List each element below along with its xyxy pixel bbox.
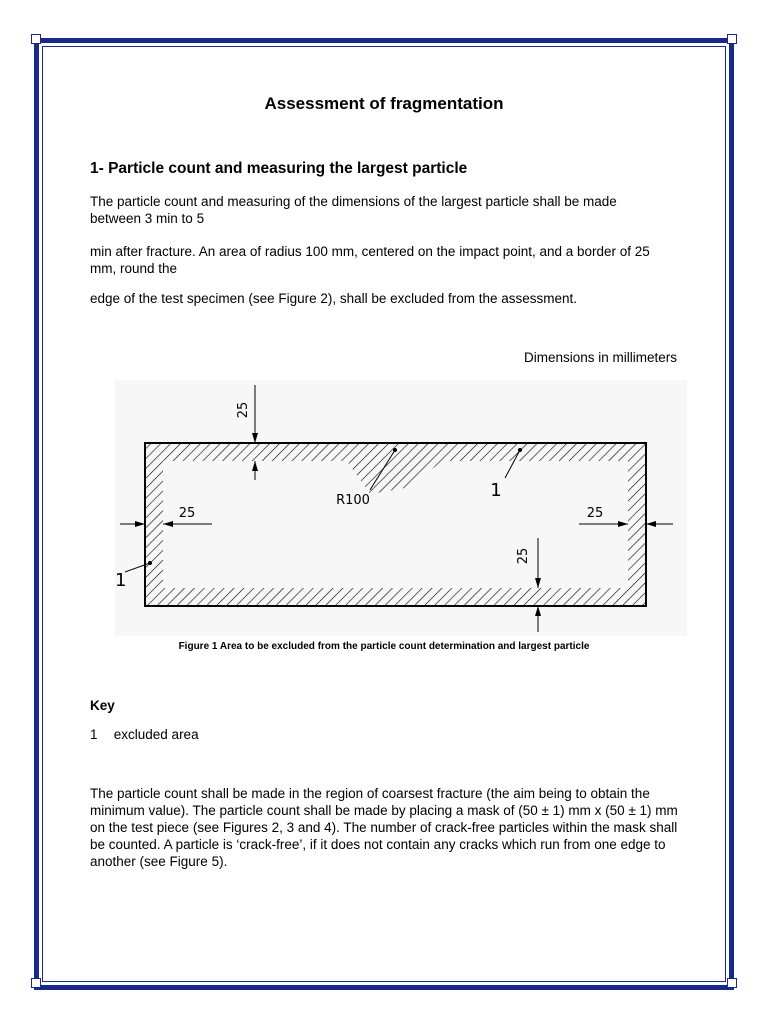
- paragraph-1-line-a: The particle count and measuring of the dimensions of the largest particle shall be made between 3 min to 5: [90, 194, 617, 226]
- dim-bottom-25: 25: [516, 547, 531, 565]
- key-heading: Key: [90, 698, 115, 713]
- key-callout-1-top: 1: [490, 480, 502, 501]
- dimensions-note: Dimensions in millimeters: [523, 350, 677, 365]
- border-corner-bottom-right: [727, 978, 737, 988]
- paragraph-1-line-c: edge of the test specimen (see Figure 2), shall be excluded from the assessment.: [90, 291, 578, 306]
- key-callout-1-left: 1: [115, 570, 127, 591]
- dim-top-25: 25: [236, 401, 251, 419]
- key-item-number: 1: [90, 727, 98, 742]
- section-heading: 1- Particle count and measuring the largest particle: [90, 160, 468, 177]
- figure-caption: Figure 1 Area to be excluded from the particle count determination and largest particle: [178, 641, 590, 652]
- border-corner-bottom-left: [31, 978, 41, 988]
- key-item-text: excluded area: [113, 727, 199, 742]
- paragraph-2: The particle count shall be made in the region of coarsest fracture (the aim being to obtain the minimum value). The particle count shall be made by placing a mask of (50 ± 1) mm x (50 ± 1) mm on the test piece (see Figures 2, 3 and 4). The number of crack-free particles within the mask shall be counted. A particle is ‘crack-free’, if it does not contain any cracks which run from one edge to another (see Figure 5).: [90, 786, 678, 869]
- figure-1-drawing: [115, 380, 687, 636]
- border-corner-top-right: [727, 34, 737, 44]
- key-item: [90, 727, 199, 742]
- border-corner-top-left: [31, 34, 41, 44]
- dim-left-25: 25: [178, 506, 196, 521]
- excluded-radius-hatch: [347, 461, 443, 494]
- dim-right-25: 25: [586, 506, 604, 521]
- document-title: Assessment of fragmentation: [264, 94, 504, 113]
- figure-1: [115, 380, 687, 636]
- paragraph-1-line-b: min after fracture. An area of radius 100 mm, centered on the impact point, and a border of 25 mm, round the: [90, 244, 650, 276]
- label-r100: R100: [336, 493, 370, 508]
